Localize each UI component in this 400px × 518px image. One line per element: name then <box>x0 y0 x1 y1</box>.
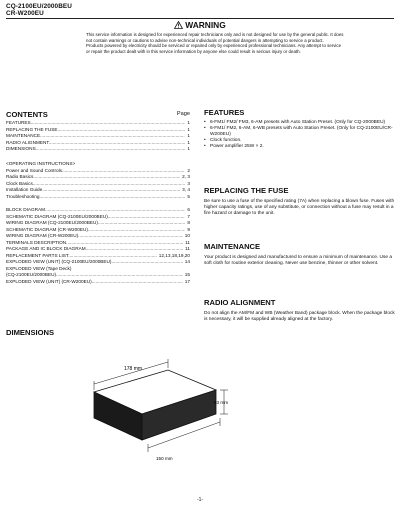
feature-text: 6-FM1/ FM2, 6-AM, 6-WB presets with Auto Station Preset. (Only for CQ-2100EU/CR-W200EU) <box>210 125 393 137</box>
bullet-icon: • <box>204 143 206 149</box>
contents-entry-page: 6 <box>187 207 190 212</box>
bullet-icon: • <box>204 137 206 143</box>
contents-entry-label: REPLACEMENT PARTS LIST ..... <box>6 253 157 260</box>
contents-section <box>6 110 190 285</box>
contents-entry-page: 10 <box>184 233 190 238</box>
contents-entry <box>6 194 190 201</box>
contents-entry-page: 1 <box>187 146 190 151</box>
contents-header <box>6 110 190 120</box>
model-header <box>6 3 72 17</box>
warning-icon <box>174 21 183 31</box>
contents-entry-page: 1 <box>187 139 190 145</box>
contents-entry-page: 8 <box>187 220 190 225</box>
contents-entry-page: 2, 3 <box>182 174 190 179</box>
contents-entry-page: 5 <box>187 193 190 199</box>
features-list <box>204 120 396 150</box>
contents-entry-label: SCHEMATIC DIAGRAM (CQ-2100EU/2000BEU) ..... <box>6 214 185 221</box>
features-title: FEATURES <box>204 108 245 117</box>
contents-entry-page: 17 <box>184 278 190 284</box>
contents-entry-page: 15 <box>184 272 190 277</box>
contents-entry-label: MAINTENANCE ..... <box>6 133 185 140</box>
contents-entry-label: Radio Basics ..... <box>6 174 180 181</box>
contents-entry-label: RADIO ALIGNMENT ..... <box>6 140 185 147</box>
contents-page-label: Page <box>176 111 190 117</box>
contents-entry-label: Troubleshooting ..... <box>6 194 185 201</box>
warning-paragraph-1: This service information is designed for experienced repair technicians only and is not designed for use by the general public. It does not contain warnings or cautions to advise non-technical individuals of potential dangers in attempting to service a product. <box>86 32 344 43</box>
contents-group-3 <box>6 207 190 266</box>
unit-dimension-drawing <box>80 356 240 472</box>
page-number: -1- <box>196 497 204 503</box>
depth-label: 150 mm <box>156 456 173 461</box>
contents-entry-page: 1 <box>187 120 190 125</box>
contents-entry-page: 12,13,18,19,20 <box>158 252 190 258</box>
warning-title-text: WARNING <box>185 20 226 30</box>
contents-entry-page: 3 <box>187 180 190 186</box>
contents-entry-label: Clock Basics ..... <box>6 181 185 188</box>
contents-entry-label: WIRING DIAGRAM (CR-W200EU) ..... <box>6 233 183 240</box>
warning-paragraph-2: Products powered by electricity should be serviced or repaired only by experienced professional technicians. Any attempt to service or repair the product dealt with in this service information by anyone else could result in serious injury or death. <box>86 43 342 54</box>
feature-text: Power amplifier 25W × 2. <box>210 143 264 149</box>
contents-entry-page: 11 <box>185 246 190 251</box>
contents-entry <box>6 279 190 286</box>
contents-entry-label: REPLACING THE FUSE ..... <box>6 127 185 134</box>
warning-text <box>86 32 346 54</box>
contents-entry-label: (CQ-2100EU/2000BEU) ..... <box>6 272 183 279</box>
dimensions-title: DIMENSIONS <box>6 328 55 337</box>
contents-entry-page: 3, 4 <box>182 187 190 192</box>
contents-entry-page: 7 <box>187 213 190 219</box>
contents-group-1 <box>6 120 190 153</box>
feature-item <box>204 126 396 138</box>
contents-entry-label: EXPLODED VIEW (UNIT) (CQ-2100EU/2000BEU) ..... <box>6 259 183 266</box>
contents-entry-label: FEATURES ..... <box>6 120 185 127</box>
radio-alignment-section <box>204 300 396 323</box>
radio-alignment-title: RADIO ALIGNMENT <box>204 298 276 307</box>
feature-text: 6-FM1/ FM2/ FM3, 6-AM presets with Auto Station Preset. (Only for CQ-2000BEU) <box>210 120 386 125</box>
fuse-title: REPLACING THE FUSE <box>204 186 289 195</box>
contents-entry-page: 14 <box>184 259 190 264</box>
contents-entry-label: Installation Guide ..... <box>6 187 180 194</box>
contents-entry-page: 9 <box>187 226 190 232</box>
fuse-section <box>204 188 396 217</box>
contents-entry-page: 2 <box>187 167 190 173</box>
contents-title: CONTENTS <box>6 110 48 119</box>
features-section <box>204 110 396 150</box>
operating-instructions-heading: <OPERATING INSTRUCTIONS> <box>6 160 76 166</box>
model-line-1: CQ-2100EU/2000BEU <box>6 3 72 10</box>
contents-entry-label: EXPLODED VIEW (UNIT) (CR-W200EU) ..... <box>6 279 183 286</box>
contents-entry-label: DIMENSIONS ..... <box>6 146 185 153</box>
warning-title <box>0 20 400 31</box>
maintenance-title: MAINTENANCE <box>204 242 261 251</box>
maintenance-text: Your product is designed and manufactured to ensure a minimum of maintenance. Use a soft cloth for routine exterior cleaning. Never use benzine, thinner or other solvent. <box>204 255 393 266</box>
contents-entry-page: 1 <box>187 126 190 132</box>
model-line-2: CR-W200EU <box>6 10 44 17</box>
maintenance-section <box>204 244 396 267</box>
feature-item <box>204 144 396 150</box>
contents-group-4 <box>6 272 190 285</box>
contents-entry-label: Power and Sound Controls ..... <box>6 168 185 175</box>
radio-alignment-text: Do not align the AM/FM and WB (Weather Band) package block. When the package block is necessary, it will be supplied already aligned at the factory. <box>204 311 395 322</box>
contents-entry-label: PACKAGE AND IC BLOCK DIAGRAM ..... <box>6 246 183 253</box>
contents-entry-label: WIRING DIAGRAM (CQ-2100EU/2000BEU) ..... <box>6 220 185 227</box>
header-rule <box>6 18 394 19</box>
bullet-icon: • <box>204 120 206 125</box>
contents-entry <box>6 146 190 153</box>
width-label: 178 mm <box>124 366 143 372</box>
contents-entry-page: 11 <box>185 239 190 245</box>
contents-entry-label: SCHEMATIC DIAGRAM (CR-W200EU) ..... <box>6 227 185 234</box>
height-label: 53 mm <box>214 400 229 405</box>
contents-entry-page: 1 <box>187 133 190 138</box>
fuse-text: Be sure to use a fuse of the specified rating (7A) when replacing a blown fuse. Fuses with higher capacity ratings, use of any substitute, or connection without a fuse may result in a fire hazard or damage to the unit. <box>204 199 395 216</box>
contents-entry-label: TERMINALS DESCRIPTION ..... <box>6 240 183 247</box>
tape-deck-label: EXPLODED VIEW (Tape Deck) <box>6 265 72 271</box>
contents-entry <box>6 259 190 266</box>
contents-group-2 <box>6 168 190 201</box>
feature-text: Clock function. <box>210 137 242 143</box>
contents-entry-label: BLOCK DIAGRAM ..... <box>6 207 185 214</box>
bullet-icon: • <box>204 125 206 131</box>
